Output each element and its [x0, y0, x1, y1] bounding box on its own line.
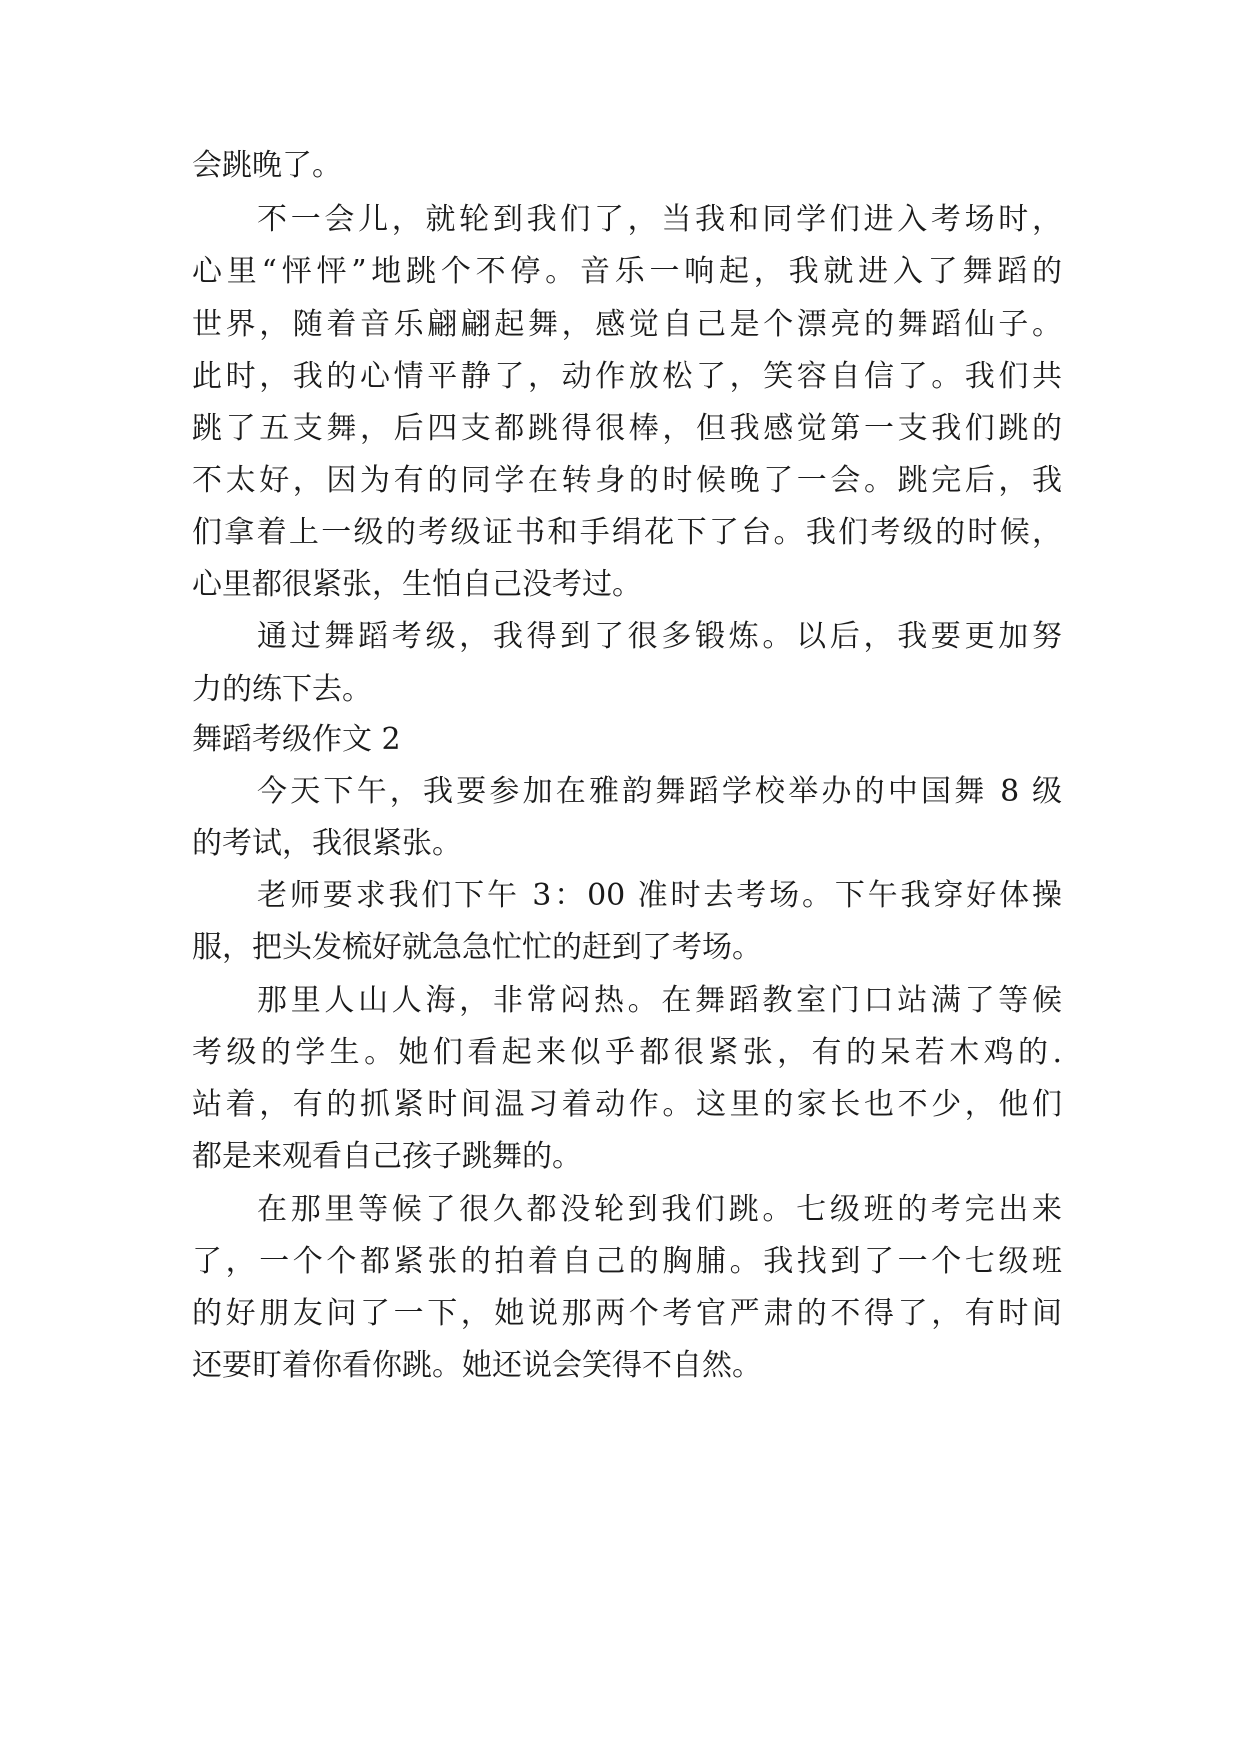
- text-line: 还要盯着你看你跳。她还说会笑得不自然。: [192, 1348, 762, 1383]
- text-line: 心里都很紧张，生怕自己没考过。: [192, 567, 642, 602]
- text-line: 了，一个个都紧张的拍着自己的胸脯。我找到了一个七级班: [192, 1244, 1062, 1279]
- text-line: 考级的学生。她们看起来似乎都很紧张，有的呆若木鸡的.: [192, 1035, 1062, 1070]
- text-line: 的好朋友问了一下，她说那两个考官严肃的不得了，有时间: [192, 1296, 1062, 1331]
- paragraph-first-line: 老师要求我们下午 3：00 准时去考场。下午我穿好体操: [257, 878, 1062, 913]
- text-line: 服，把头发梳好就急急忙忙的赶到了考场。: [192, 930, 762, 965]
- paragraph-first-line: 通过舞蹈考级，我得到了很多锻炼。以后，我要更加努: [257, 619, 1062, 654]
- text-line: 力的练下去。: [192, 672, 372, 707]
- text-line: 会跳晚了。: [192, 148, 342, 183]
- paragraph-first-line: 今天下午，我要参加在雅韵舞蹈学校举办的中国舞 8 级: [257, 774, 1062, 809]
- text-line: 此时，我的心情平静了，动作放松了，笑容自信了。我们共: [192, 359, 1062, 394]
- text-line: 都是来观看自己孩子跳舞的。: [192, 1139, 582, 1174]
- section-heading: 舞蹈考级作文 2: [192, 722, 401, 757]
- text-line: 世界，随着音乐翩翩起舞，感觉自己是个漂亮的舞蹈仙子。: [192, 307, 1062, 342]
- text-line: 跳了五支舞，后四支都跳得很棒，但我感觉第一支我们跳的: [192, 411, 1062, 446]
- text-line: 站着，有的抓紧时间温习着动作。这里的家长也不少，他们: [192, 1087, 1062, 1122]
- text-line: 心里“怦怦”地跳个不停。音乐一响起，我就进入了舞蹈的: [192, 254, 1062, 289]
- text-line: 的考试，我很紧张。: [192, 826, 462, 861]
- text-line: 们拿着上一级的考级证书和手绢花下了台。我们考级的时候，: [192, 515, 1062, 550]
- paragraph-first-line: 不一会儿，就轮到我们了，当我和同学们进入考场时，: [257, 202, 1062, 237]
- paragraph-first-line: 那里人山人海，非常闷热。在舞蹈教室门口站满了等候: [257, 983, 1062, 1018]
- text-line: 不太好，因为有的同学在转身的时候晚了一会。跳完后，我: [192, 463, 1062, 498]
- paragraph-first-line: 在那里等候了很久都没轮到我们跳。七级班的考完出来: [257, 1192, 1062, 1227]
